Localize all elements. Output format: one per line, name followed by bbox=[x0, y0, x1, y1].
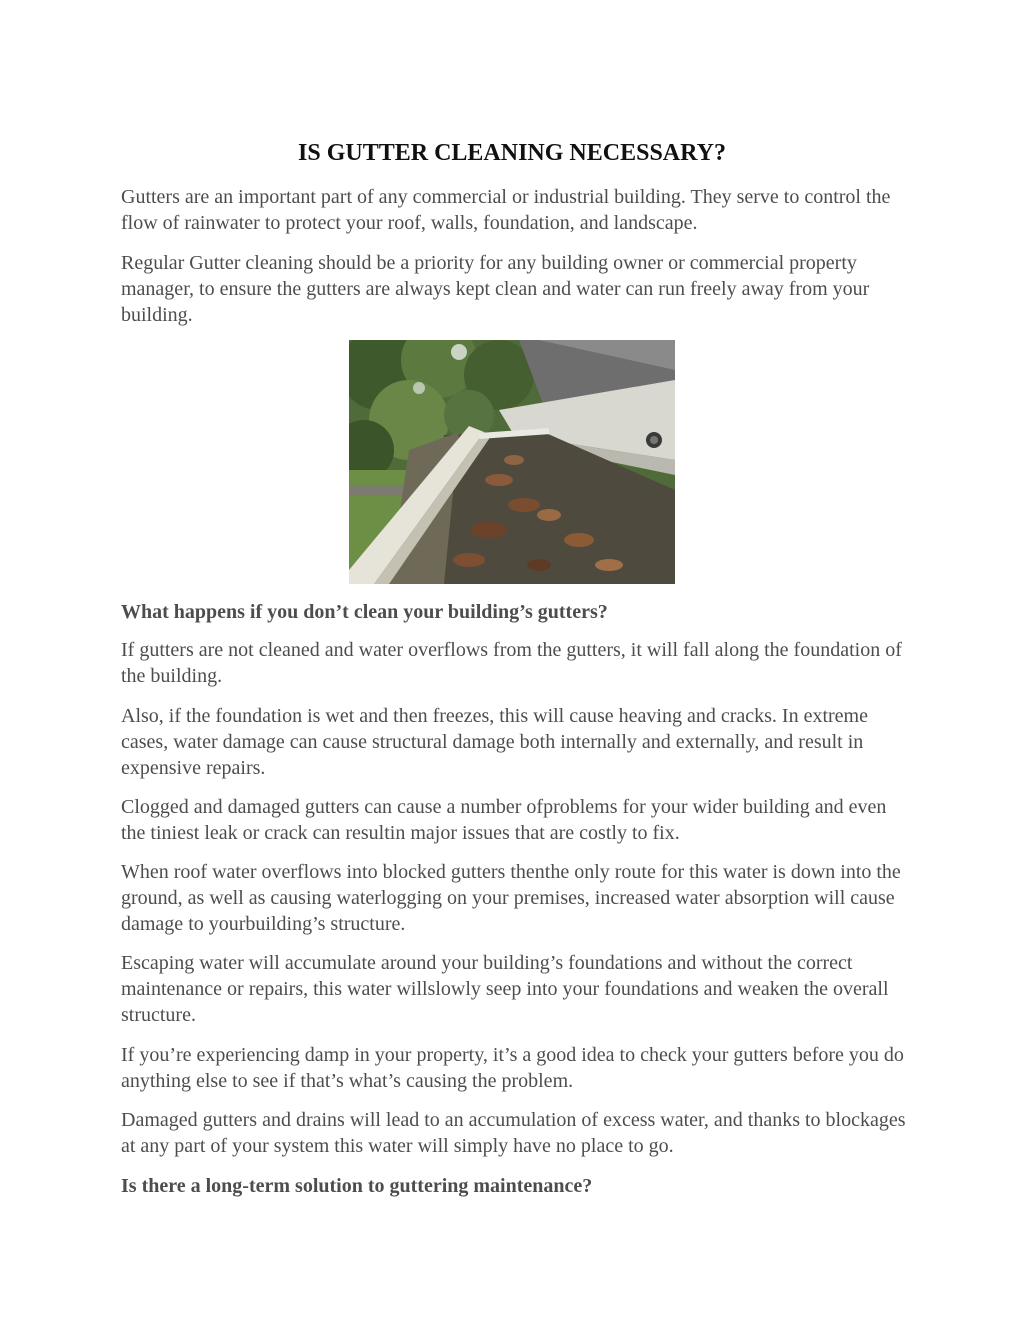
paragraph-7: Damaged gutters and drains will lead to an accumulation of excess water, and thanks to blockages at any part of your system this water will simply have no place to go. bbox=[121, 1109, 906, 1157]
gutter-with-leaves-photo bbox=[349, 340, 675, 584]
paragraph-6: If you’re experiencing damp in your property, it’s a good idea to check your gutters before you do anything else to see if that’s what’s causing the problem. bbox=[121, 1044, 904, 1092]
paragraph-5: Escaping water will accumulate around your building’s foundations and without the correct maintenance or repairs, this water willslowly seep into your foundations and weaken the overall structure. bbox=[121, 952, 889, 1026]
section-heading-2: Is there a long-term solution to guttering maintenance? bbox=[121, 1175, 593, 1197]
paragraph-2: Also, if the foundation is wet and then freezes, this will cause heaving and cracks. In extreme cases, water damage can cause structural damage both internally and externally, and result in expensive repairs. bbox=[121, 705, 868, 779]
paragraph-3: Clogged and damaged gutters can cause a number ofproblems for your wider building and even the tiniest leak or crack can resultin major issues that are costly to fix. bbox=[121, 796, 887, 844]
paragraph-4: When roof water overflows into blocked gutters thenthe only route for this water is down into the ground, as well as causing waterlogging on your premises, increased water absorption will cause damage to yourbuilding’s structure. bbox=[121, 861, 901, 935]
page-title: IS GUTTER CLEANING NECESSARY? bbox=[298, 140, 726, 166]
intro-paragraph-1: Gutters are an important part of any commercial or industrial building. They serve to control the flow of rainwater to protect your roof, walls, foundation, and landscape. bbox=[121, 186, 891, 234]
paragraph-1: If gutters are not cleaned and water overflows from the gutters, it will fall along the foundation of the building. bbox=[121, 639, 902, 687]
section-heading-1: What happens if you don’t clean your building’s gutters? bbox=[121, 601, 608, 623]
intro-paragraph-2: Regular Gutter cleaning should be a priority for any building owner or commercial property manager, to ensure the gutters are always kept clean and water can run freely away from your building. bbox=[121, 252, 870, 326]
